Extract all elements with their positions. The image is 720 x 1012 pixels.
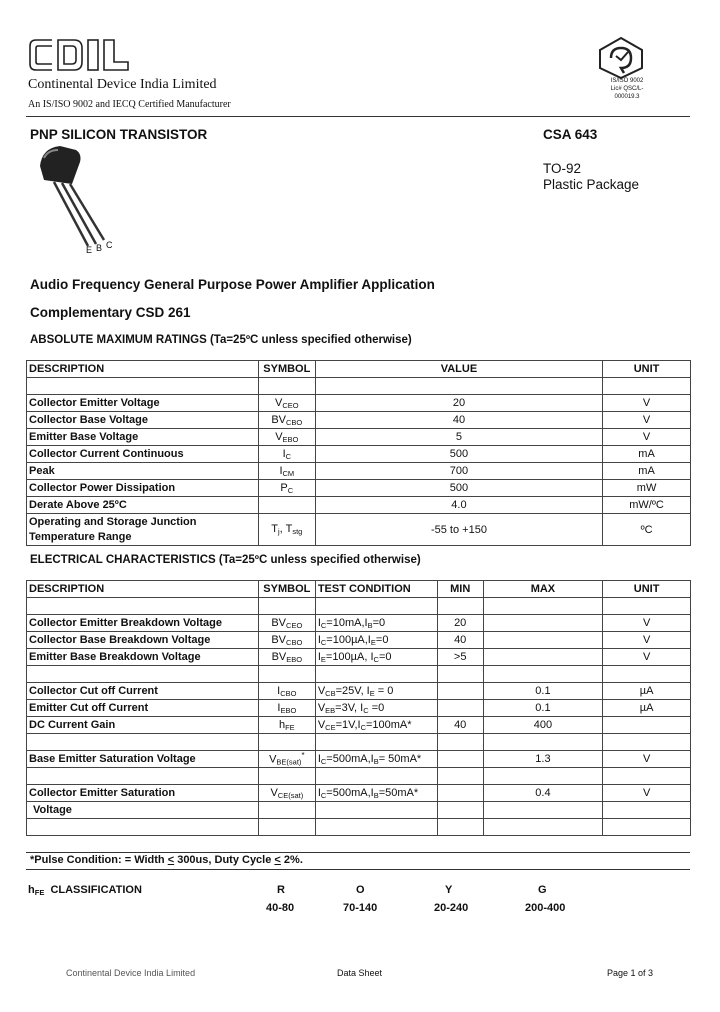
unit-cell: mW (603, 480, 691, 497)
symbol-cell (258, 463, 315, 480)
complementary-title: Complementary CSD 261 (30, 305, 191, 320)
min-cell: 20 (437, 615, 483, 632)
test-condition-cell: IC=10mA,IB=0 (315, 615, 437, 632)
symbol-text: I (279, 464, 283, 477)
classification-title (28, 884, 142, 897)
symbol-sub: CEO (286, 620, 303, 630)
table-row (27, 700, 691, 717)
desc-cell: Emitter Base Voltage (27, 429, 259, 446)
desc-cell: Collector Emitter Voltage (27, 395, 259, 412)
symbol-sub: CBO (286, 637, 303, 647)
symbol-cell (258, 514, 315, 546)
classification-label: CLASSIFICATION (50, 884, 142, 896)
part-number: CSA 643 (543, 127, 598, 142)
min-cell: >5 (437, 649, 483, 666)
symbol-sub-2: stg (292, 527, 303, 536)
symbol-sub: CE(sat) (277, 790, 304, 800)
min-cell (437, 700, 483, 717)
package-type: TO-92 (543, 161, 582, 176)
symbol-cell (258, 395, 315, 412)
symbol-text: h (278, 718, 286, 731)
max-cell: 0.1 (483, 700, 603, 717)
col-header-symbol: SYMBOL (258, 581, 315, 598)
unit-cell (603, 717, 691, 734)
col-header-symbol: SYMBOL (258, 361, 315, 378)
desc-cell: Peak (27, 463, 259, 480)
symbol-cell (258, 480, 315, 497)
symbol-text: V (269, 753, 277, 766)
hfe-sub: FE (34, 888, 45, 897)
max-cell (483, 632, 603, 649)
col-header-unit: UNIT (603, 361, 691, 378)
footer-doc-type: Data Sheet (337, 968, 383, 978)
symbol-text: V (270, 786, 278, 799)
isi-line-1: IS/ISO 9002 (610, 78, 644, 84)
unit-cell: V (603, 785, 691, 802)
col-header-min: MIN (437, 581, 483, 598)
symbol-star: * (301, 751, 305, 761)
table-row (27, 683, 691, 700)
table-row (27, 615, 691, 632)
table-row (27, 463, 691, 480)
range-o: 70-140 (343, 902, 378, 914)
col-header-description: DESCRIPTION (27, 361, 259, 378)
abs-max-table (26, 360, 691, 546)
desc-cell: Emitter Cut off Current (27, 700, 259, 717)
symbol-sub: CEO (282, 400, 299, 410)
col-header-description: DESCRIPTION (27, 581, 259, 598)
table-row (27, 785, 691, 802)
table-row (27, 514, 691, 546)
value-cell: -55 to +150 (315, 514, 602, 546)
certification-text: An IS/ISO 9002 and IECQ Certified Manufacturer (28, 99, 231, 110)
desc-cell: Collector Base Voltage (27, 412, 259, 429)
value-cell: 5 (315, 429, 602, 446)
electrical-table (26, 580, 691, 836)
desc-cell: Base Emitter Saturation Voltage (27, 751, 259, 768)
unit-cell: mW/ºC (603, 497, 691, 514)
symbol-cell (258, 649, 315, 666)
desc-cell: Collector Current Continuous (27, 446, 259, 463)
symbol-sub: BE(sat) (276, 757, 302, 767)
min-cell (437, 751, 483, 768)
test-condition-cell: IC=100µA,IE=0 (315, 632, 437, 649)
symbol-text: BV (271, 633, 287, 646)
spacer-row (27, 819, 691, 836)
range-y: 20-240 (434, 902, 469, 914)
range-g: 200-400 (525, 902, 566, 914)
isi-line-2: Lic# QSC/L-000019.3 (610, 86, 644, 100)
spacer-row (27, 378, 691, 395)
electrical-title: ELECTRICAL CHARACTERISTICS (Ta=25ºC unless specified otherwise) (30, 554, 421, 566)
symbol-cell (258, 497, 315, 514)
symbol-text: V (275, 430, 283, 443)
col-header-unit: UNIT (603, 581, 691, 598)
symbol-cell (258, 446, 315, 463)
test-condition-cell: VCB=25V, IE = 0 (315, 683, 437, 700)
symbol-cell (258, 429, 315, 446)
desc-cell: Collector Emitter Breakdown Voltage (27, 615, 259, 632)
desc-cell: Collector Base Breakdown Voltage (27, 632, 259, 649)
symbol-sub: EBO (282, 434, 299, 444)
min-cell: 40 (437, 632, 483, 649)
symbol-text: P (280, 481, 288, 494)
package-desc: Plastic Package (543, 177, 640, 192)
symbol-sub: FE (285, 722, 295, 732)
symbol-sub: j (278, 527, 280, 536)
rank-g: G (538, 884, 547, 896)
symbol-text-2: , T (279, 523, 293, 535)
symbol-text: I (277, 701, 281, 714)
test-condition-cell: VCE=1V,IC=100mA* (315, 717, 437, 734)
col-header-value: VALUE (315, 361, 602, 378)
table-row (27, 395, 691, 412)
unit-cell: ºC (603, 514, 691, 546)
symbol-sub: EBO (280, 705, 297, 715)
test-condition-cell: IC=500mA,IB= 50mA* (315, 751, 437, 768)
hfe-symbol: h (28, 884, 35, 896)
symbol-cell (258, 751, 315, 768)
desc-cell (27, 514, 259, 546)
desc-cell: Collector Power Dissipation (27, 480, 259, 497)
header-divider (26, 116, 690, 117)
test-condition-cell: VEB=3V, IC =0 (315, 700, 437, 717)
value-cell: 20 (315, 395, 602, 412)
pin-label-e: E (86, 245, 93, 255)
company-name: Continental Device India Limited (28, 77, 217, 92)
range-r: 40-80 (266, 902, 295, 914)
table-row (27, 480, 691, 497)
min-cell: 40 (437, 717, 483, 734)
note-divider-top (26, 852, 690, 853)
symbol-text: BV (271, 413, 287, 426)
table-row (27, 632, 691, 649)
symbol-sub: C (285, 451, 292, 461)
symbol-cell (258, 717, 315, 734)
spacer-row (27, 768, 691, 785)
pin-label-b: B (96, 243, 103, 253)
symbol-text: BV (271, 650, 287, 663)
desc-cell: Collector Cut off Current (27, 683, 259, 700)
symbol-sub: C (287, 485, 294, 495)
symbol-cell (258, 785, 315, 802)
value-cell: 500 (315, 446, 602, 463)
application-title: Audio Frequency General Purpose Power Amplifier Application (30, 277, 435, 292)
table-row (27, 751, 691, 768)
unit-cell: V (603, 412, 691, 429)
symbol-text: I (277, 684, 281, 697)
col-header-test-condition: TEST CONDITION (315, 581, 437, 598)
table-header-row (27, 581, 691, 598)
unit-cell: µA (603, 700, 691, 717)
max-cell: 400 (483, 717, 603, 734)
desc-cell: DC Current Gain (27, 717, 259, 734)
cdil-logo (28, 34, 132, 76)
desc-line-2: Temperature Range (29, 530, 132, 543)
table-row (27, 446, 691, 463)
value-cell: 700 (315, 463, 602, 480)
symbol-sub: CBO (286, 417, 303, 427)
table-row (27, 497, 691, 514)
table-row (27, 717, 691, 734)
test-condition-cell: IC=500mA,IB=50mA* (315, 785, 437, 802)
symbol-text: I (282, 447, 286, 460)
spacer-row (27, 598, 691, 615)
table-header-row (27, 361, 691, 378)
footer-page: Page 1 of 3 (607, 968, 654, 978)
unit-cell: V (603, 751, 691, 768)
value-cell: 500 (315, 480, 602, 497)
desc-cell: Voltage (27, 802, 259, 819)
max-cell: 0.1 (483, 683, 603, 700)
symbol-sub: EBO (286, 654, 303, 664)
isi-badge-text (600, 77, 654, 101)
unit-cell: V (603, 615, 691, 632)
note-divider-bottom (26, 869, 690, 870)
product-type: PNP SILICON TRANSISTOR (30, 127, 208, 142)
unit-cell: V (603, 429, 691, 446)
col-header-max: MAX (483, 581, 603, 598)
unit-cell: V (603, 649, 691, 666)
desc-cell: Collector Emitter Saturation (27, 785, 259, 802)
pulse-note: *Pulse Condition: = Width < 300us, Duty Cycle < 2%. (30, 854, 303, 866)
max-cell (483, 615, 603, 632)
unit-cell: V (603, 632, 691, 649)
symbol-sub: CM (282, 468, 295, 478)
symbol-cell (258, 615, 315, 632)
table-row (27, 802, 691, 819)
rank-o: O (356, 884, 365, 896)
desc-line-1: Operating and Storage Junction (29, 515, 197, 528)
symbol-cell (258, 412, 315, 429)
max-cell: 1.3 (483, 751, 603, 768)
min-cell (437, 683, 483, 700)
symbol-text: V (275, 396, 283, 409)
spacer-row (27, 666, 691, 683)
rank-y: Y (445, 884, 453, 896)
quality-mark-icon (596, 36, 646, 80)
symbol-cell (258, 632, 315, 649)
pin-label-c: C (106, 240, 113, 250)
unit-cell: µA (603, 683, 691, 700)
footer-company: Continental Device India Limited (66, 968, 196, 978)
unit-cell: mA (603, 463, 691, 480)
abs-max-title: ABSOLUTE MAXIMUM RATINGS (Ta=25ºC unless specified otherwise) (30, 334, 412, 346)
unit-cell: mA (603, 446, 691, 463)
symbol-cell (258, 700, 315, 717)
spacer-row (27, 734, 691, 751)
value-cell: 4.0 (315, 497, 602, 514)
desc-cell: Emitter Base Breakdown Voltage (27, 649, 259, 666)
symbol-text: T (271, 523, 278, 535)
rank-r: R (277, 884, 285, 896)
symbol-cell (258, 683, 315, 700)
max-cell (483, 649, 603, 666)
max-cell: 0.4 (483, 785, 603, 802)
table-row (27, 649, 691, 666)
table-row (27, 429, 691, 446)
symbol-sub: CBO (280, 688, 297, 698)
table-row (27, 412, 691, 429)
desc-cell: Derate Above 25ºC (27, 497, 259, 514)
test-condition-cell: IE=100µA, IC=0 (315, 649, 437, 666)
min-cell (437, 785, 483, 802)
unit-cell: V (603, 395, 691, 412)
value-cell: 40 (315, 412, 602, 429)
symbol-text: BV (271, 616, 287, 629)
